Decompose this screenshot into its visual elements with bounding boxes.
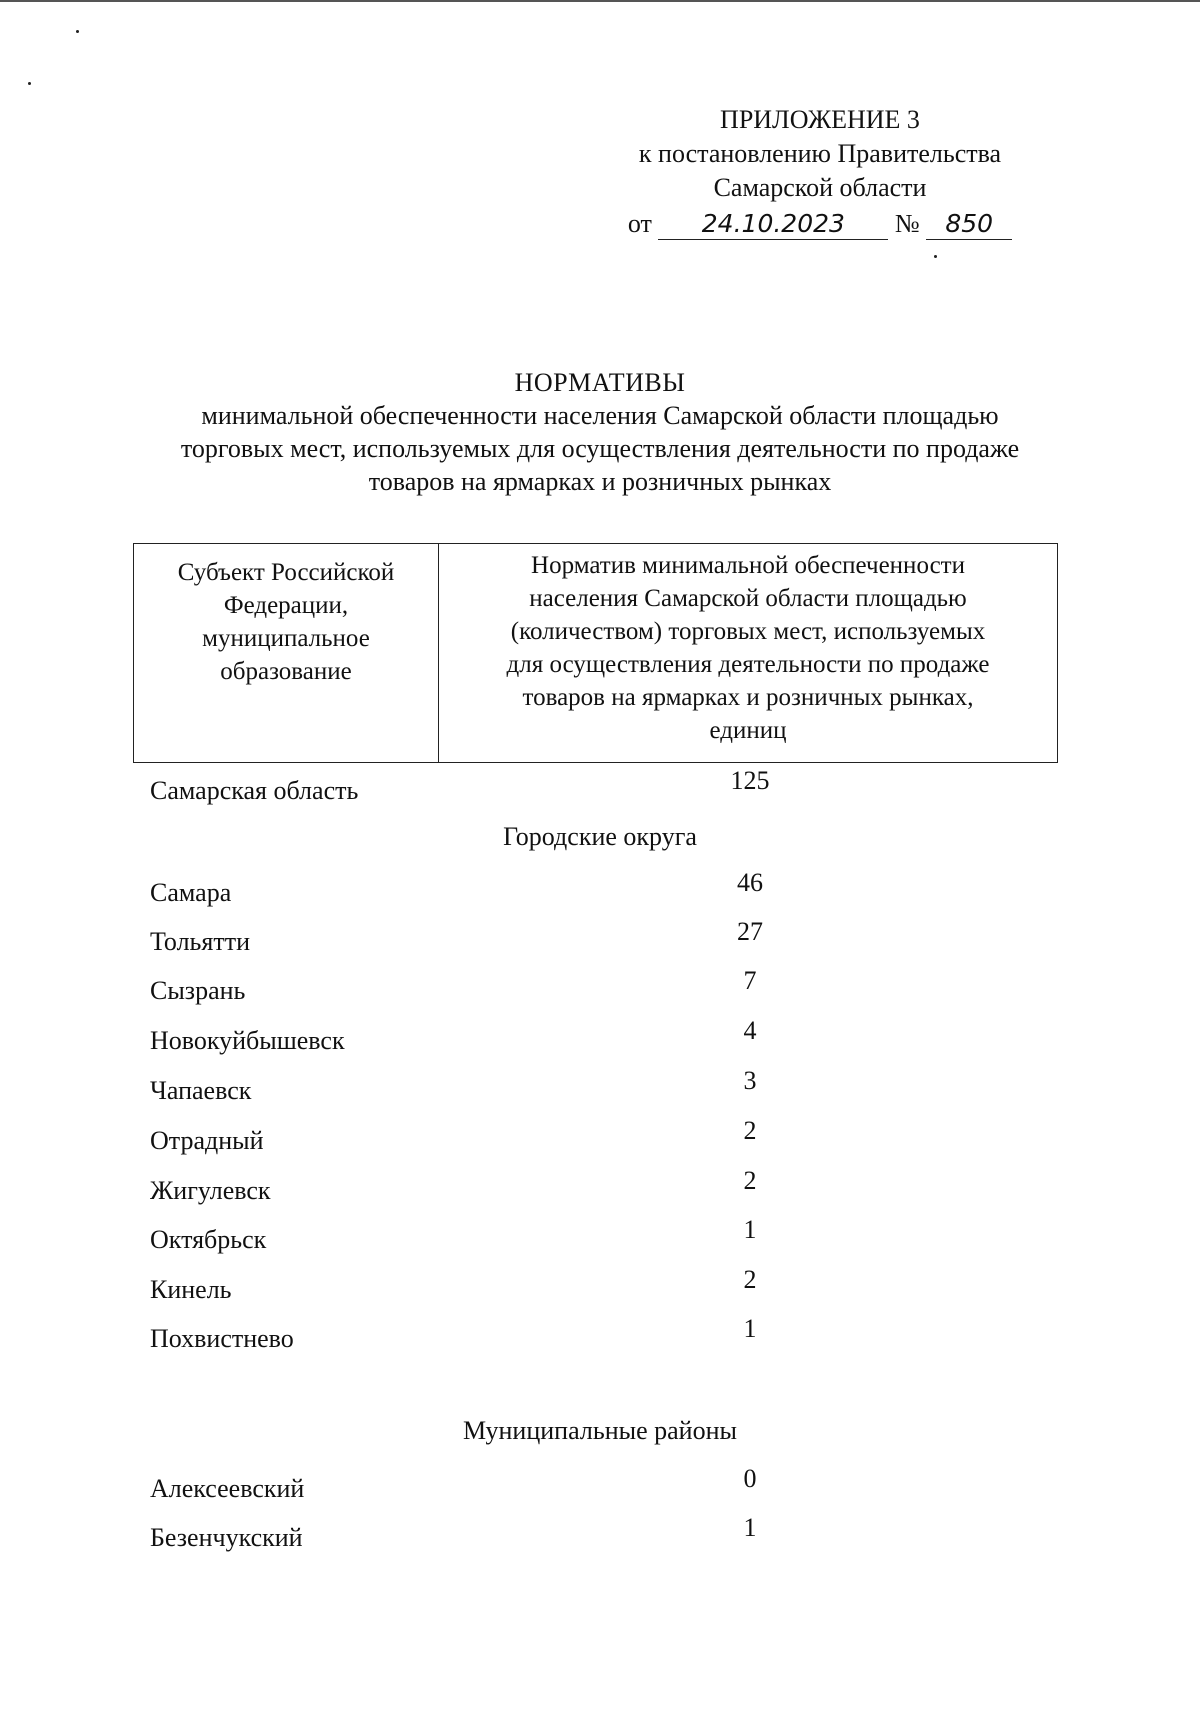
appendix-line-3: Самарской области bbox=[713, 173, 927, 202]
row-name: Самарская область bbox=[150, 776, 359, 805]
scan-top-edge bbox=[0, 0, 1200, 2]
number-sign: № bbox=[894, 209, 920, 238]
section-title-municipal-districts: Муниципальные районы bbox=[463, 1416, 737, 1445]
scan-speck bbox=[934, 255, 937, 258]
table-row bbox=[0, 1513, 1200, 1563]
row-name: Алексеевский bbox=[150, 1474, 305, 1503]
table-row bbox=[0, 1265, 1200, 1315]
row-name: Безенчукский bbox=[150, 1523, 303, 1552]
row-name: Отрадный bbox=[150, 1126, 264, 1155]
header-col2-line: Норматив минимальной обеспеченности bbox=[531, 552, 965, 579]
date-prefix: от bbox=[627, 209, 652, 238]
row-value: 4 bbox=[743, 1016, 757, 1045]
title-subtitle-line: товаров на ярмарках и розничных рынках bbox=[368, 467, 832, 496]
scan-speck bbox=[76, 30, 79, 33]
row-name: Октябрьск bbox=[150, 1225, 267, 1254]
row-name: Сызрань bbox=[150, 976, 246, 1005]
row-value: 0 bbox=[743, 1464, 757, 1493]
row-value: 2 bbox=[743, 1166, 757, 1195]
handwritten-number: 850 bbox=[926, 209, 1012, 240]
scan-speck bbox=[28, 82, 31, 85]
table-row bbox=[0, 868, 1200, 918]
table-row bbox=[0, 1016, 1200, 1066]
row-name: Чапаевск bbox=[150, 1076, 252, 1105]
row-value: 1 bbox=[743, 1513, 757, 1542]
row-name: Самара bbox=[150, 878, 232, 907]
row-value: 7 bbox=[743, 966, 757, 995]
table-header bbox=[133, 543, 1058, 763]
header-col2-line: для осуществления деятельности по продаже bbox=[506, 651, 990, 678]
row-value: 1 bbox=[743, 1215, 757, 1244]
header-col1-line: Субъект Российской bbox=[177, 559, 395, 586]
appendix-line-2: к постановлению Правительства bbox=[638, 139, 1002, 168]
header-col1-line: муниципальное bbox=[202, 625, 370, 652]
row-value: 3 bbox=[743, 1066, 757, 1095]
table-row bbox=[0, 917, 1200, 967]
header-col2-line: (количеством) торговых мест, используемых bbox=[510, 618, 986, 645]
row-name: Новокуйбышевск bbox=[150, 1026, 345, 1055]
row-name: Тольятти bbox=[150, 927, 251, 956]
table-row bbox=[0, 1314, 1200, 1364]
table-row bbox=[0, 1116, 1200, 1166]
table-row bbox=[0, 1215, 1200, 1265]
row-value: 2 bbox=[743, 1116, 757, 1145]
table-row bbox=[0, 1464, 1200, 1514]
table-row bbox=[0, 966, 1200, 1016]
row-name: Похвистнево bbox=[150, 1324, 294, 1353]
row-name: Кинель bbox=[150, 1275, 232, 1304]
header-col1-line: образование bbox=[220, 658, 352, 685]
table-row bbox=[0, 1166, 1200, 1216]
appendix-block bbox=[570, 103, 1070, 241]
title-heading: НОРМАТИВЫ bbox=[514, 368, 686, 397]
row-value: 27 bbox=[737, 917, 763, 946]
title-subtitle-line: минимальной обеспеченности населения Самарской области площадью bbox=[201, 401, 999, 430]
header-column-subject bbox=[134, 544, 439, 762]
appendix-title: ПРИЛОЖЕНИЕ 3 bbox=[720, 105, 920, 134]
row-value: 1 bbox=[743, 1314, 757, 1343]
row-value: 2 bbox=[743, 1265, 757, 1294]
header-col2-line: товаров на ярмарках и розничных рынках, bbox=[522, 684, 974, 711]
row-value: 46 bbox=[737, 868, 763, 897]
document-title bbox=[100, 366, 1100, 498]
header-col2-line: единиц bbox=[709, 717, 787, 744]
header-col2-line: населения Самарской области площадью bbox=[529, 585, 967, 612]
section-title-urban-districts: Городские округа bbox=[503, 822, 697, 851]
title-subtitle-line: торговых мест, используемых для осуществления деятельности по продаже bbox=[180, 434, 1020, 463]
table-row bbox=[0, 1066, 1200, 1116]
handwritten-date: 24.10.2023 bbox=[658, 209, 888, 240]
row-value: 125 bbox=[730, 766, 770, 795]
header-column-norm bbox=[439, 544, 1057, 762]
appendix-date-row bbox=[570, 207, 1070, 241]
table-row-region bbox=[0, 766, 1200, 816]
header-col1-line: Федерации, bbox=[223, 592, 349, 619]
row-name: Жигулевск bbox=[150, 1176, 271, 1205]
